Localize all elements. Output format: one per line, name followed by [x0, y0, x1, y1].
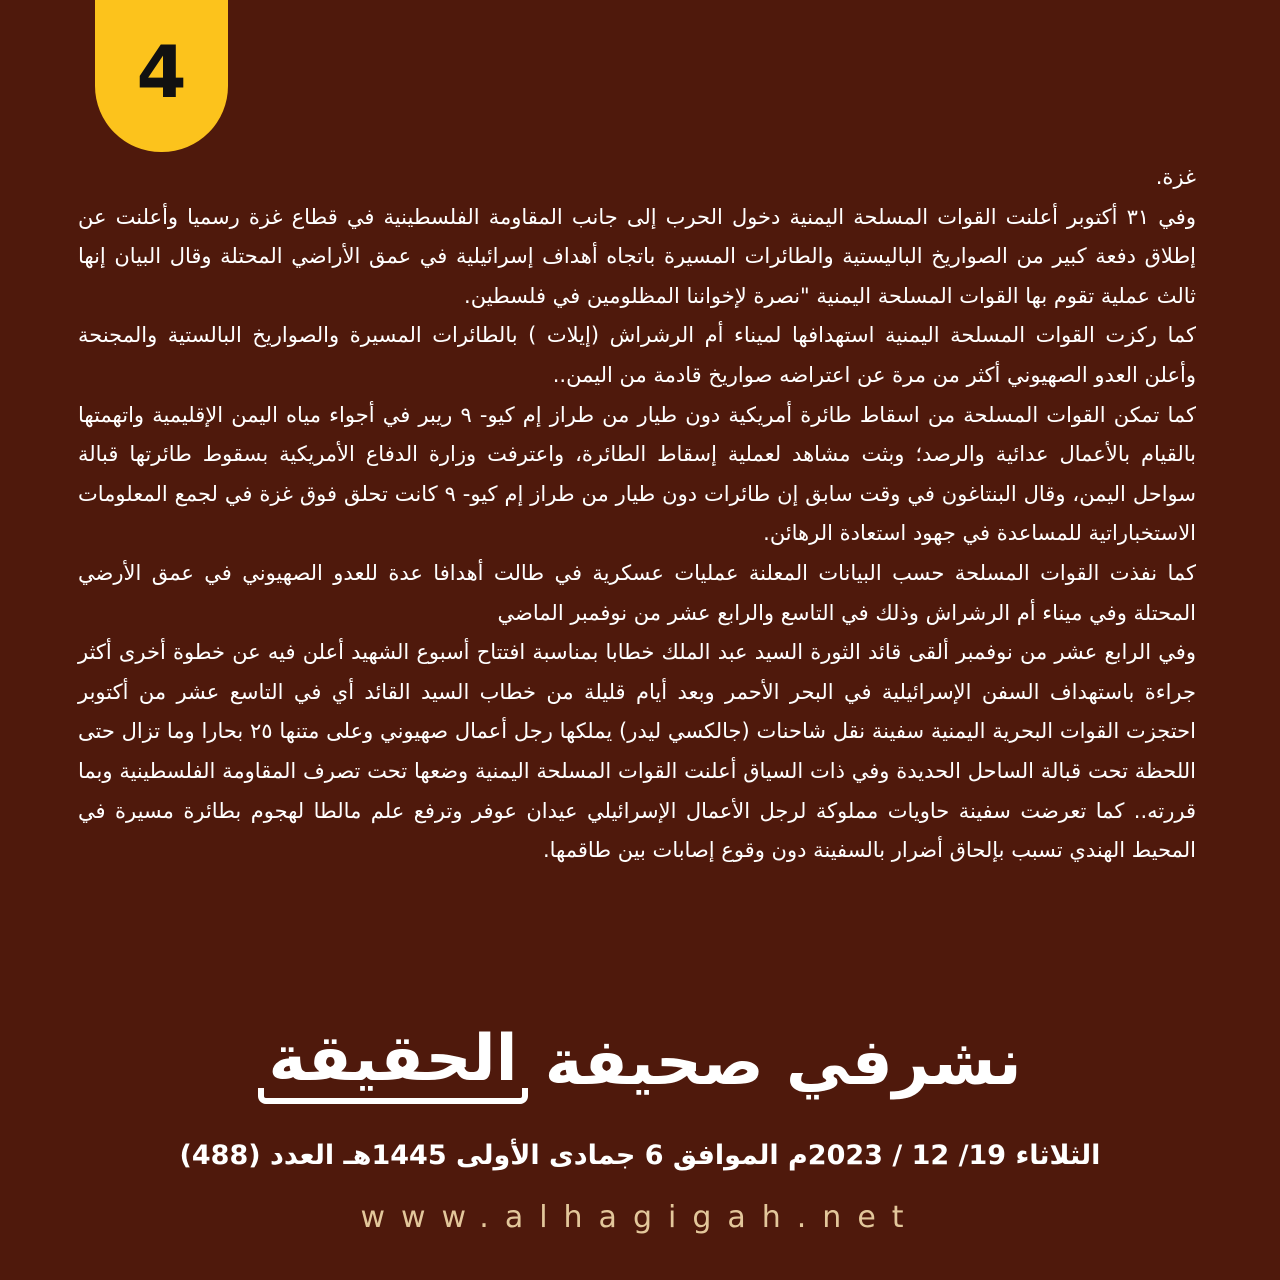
article-paragraph: كما نفذت القوات المسلحة حسب البيانات المعلنة عمليات عسكرية في طالت أهدافا عدة للعدو الصهيوني في عمق الأرضي المحتلة وفي ميناء أم الرشراش وذلك في التاسع والرابع عشر من نوفمبر الماضي	[78, 560, 1196, 625]
article-body	[78, 158, 1196, 871]
article-paragraph: غزة.	[1155, 165, 1196, 189]
website-url: www.alhagigah.net	[360, 1200, 920, 1235]
page-number: 4	[136, 30, 187, 114]
newspaper-logo	[258, 1022, 527, 1104]
article-paragraph: وفي الرابع عشر من نوفمبر ألقى قائد الثورة السيد عبد الملك خطابا بمناسبة افتتاح أسبوع الشهيد أعلن فيه عن خطوة أخرى أكثر جراءة باستهداف السفن الإسرائيلية في البحر الأحمر وبعد أيام قليلة من خطاب السيد القائد أي في التاسع عشر من أكتوبر احتجزت القوات البحرية اليمنية سفينة نقل شاحنات (جالكسي ليدر) يملكها رجل أعمال صهيوني وعلى متنها ٢٥ بحارا وما تزال حتى اللحظة تحت قبالة الساحل الحديدة وفي ذات السياق أعلنت القوات المسلحة اليمنية وضعها تحت تصرف المقاومة الفلسطينية وبما قررته.. كما تعرضت سفينة حاويات مملوكة لرجل الأعمال الإسرائيلي عيدان عوفر وترفع علم مالطا لهجوم بطائرة مسيرة في المحيط الهندي تسبب بإلحاق أضرار بالسفينة دون وقوع إصابات بين طاقمها.	[78, 640, 1196, 863]
article-paragraph: وفي ٣١ أكتوبر أعلنت القوات المسلحة اليمنية دخول الحرب إلى جانب المقاومة الفلسطينية في قطاع غزة رسميا وأعلنت عن إطلاق دفعة كبير من الصواريخ الباليستية والطائرات المسيرة باتجاه أهداف إسرائيلية في عمق الأراضي المحتلة وقال البيان إنها ثالث عملية تقوم بها القوات المسلحة اليمنية "نصرة لإخواننا المظلومين في فلسطين.	[78, 204, 1196, 308]
article-paragraph: كما تمكن القوات المسلحة من اسقاط طائرة أمريكية دون طيار من طراز إم كيو- ٩ ريبر في أجواء مياه اليمن الإقليمية واتهمتها بالقيام بالأعمال عدائية والرصد؛ وبثت مشاهد لعملية إسقاط الطائرة، واعترفت وزارة الدفاع الأمريكية بسقوط طائرتها قبالة سواحل اليمن، وقال البنتاغون في وقت سابق إن طائرات دون طيار من طراز إم كيو- ٩ كانت تحلق فوق غزة في لجمع المعلومات الاستخباراتية للمساعدة في جهود استعادة الرهائن.	[78, 402, 1197, 546]
masthead-lead: نشرفي صحيفة	[544, 1026, 1022, 1100]
page-number-tab	[95, 0, 228, 152]
masthead	[0, 1022, 1280, 1104]
newspaper-name: الحقيقة	[268, 1022, 518, 1096]
logo-underline-decoration	[258, 1088, 527, 1104]
issue-date-line: الثلاثاء 19/ 12 / 2023م الموافق 6 جمادى الأولى 1445هـ العدد (488)	[179, 1140, 1101, 1171]
article-paragraph: كما ركزت القوات المسلحة اليمنية استهدافها لميناء أم الرشراش (إيلات ) بالطائرات المسيرة والصواريخ البالستية والمجنحة وأعلن العدو الصهيوني أكثر من مرة عن اعتراضه صواريخ قادمة من اليمن..	[78, 323, 1196, 387]
